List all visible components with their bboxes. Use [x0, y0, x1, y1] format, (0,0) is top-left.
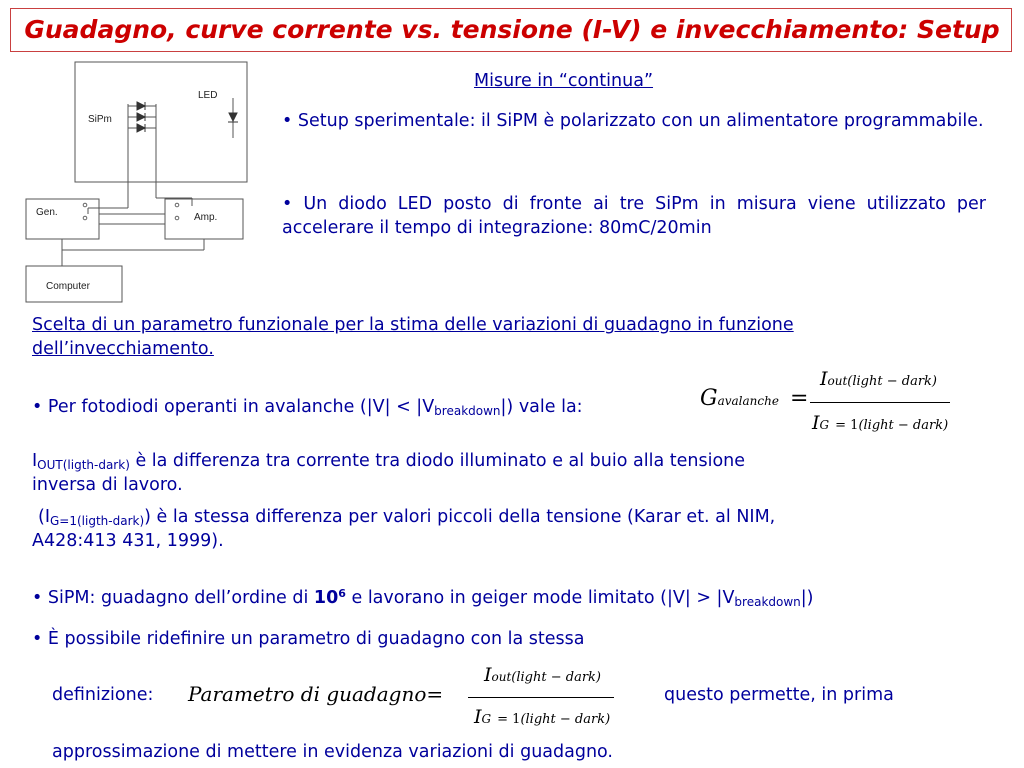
diode-1-icon	[137, 102, 145, 110]
permette-text: questo permette, in prima	[664, 685, 894, 705]
definizione-label: definizione:	[52, 685, 154, 705]
approssimazione-text: approssimazione di mettere in evidenza variazioni di guadagno.	[52, 742, 613, 762]
iout-description: $I_{OUT(ligth-dark)}$ è la differenza tra corrente tra diodo illuminato e al buio alla tensione inversa di lavoro.	[32, 451, 746, 495]
formula-parameter-gain: Parametro di guadagno= Iout(light − dark) IG = 1(light − dark)	[188, 664, 628, 734]
page-title: Guadagno, curve corrente vs. tensione (I-V) e invecchiamento: Setup	[24, 15, 1000, 44]
ig-description: $(I_{G=1(ligth-dark)})$ è la stessa differenza per valori piccoli della tensione (Karar et. al NIM, A428:413 431, 1999).	[32, 507, 776, 551]
section-heading: Scelta di un parametro funzionale per la stima delle variazioni di guadagno in funzione dell’invecchiamento.	[32, 315, 794, 359]
bullet-text: Setup sperimentale: il SiPM è polarizzato con un alimentatore programmabile.	[297, 111, 984, 131]
setup-diagram	[22, 58, 250, 304]
bullet-text: Un diodo LED posto di fronte ai tre SiPm in misura viene utilizzato per accelerare il tempo di integrazione: 80mC/20min	[282, 194, 986, 238]
diode-2-icon	[137, 113, 145, 121]
formula-gain-avalanche: Gavalanche = Iout(light − dark) IG = 1(light − dark)	[700, 368, 949, 434]
gen-label: Gen.	[36, 207, 58, 218]
led-diode-icon	[229, 113, 237, 121]
avalanche-line: • Per fotodiodi operanti in avalanche $(|V| < |V_{breakdown}|)$ vale la:	[32, 397, 583, 418]
bullet-marker: •	[282, 194, 293, 214]
amp-label: Amp.	[194, 212, 218, 223]
computer-label: Computer	[46, 281, 90, 292]
sipm-label: SiPm	[88, 114, 112, 125]
bullet-marker: •	[282, 111, 293, 131]
bullet-led	[282, 192, 986, 240]
bullet-setup	[282, 109, 986, 133]
redefine-line: • È possibile ridefinire un parametro di guadagno con la stessa	[32, 629, 585, 649]
diode-3-icon	[137, 124, 145, 132]
sipm-gain-line: • SiPM: guadagno dell’ordine di $10^6$ e lavorano in geiger mode limitato $(|V| > |V_{breakdown}|)$	[32, 587, 814, 609]
gen-box	[26, 199, 99, 239]
subtitle: Misure in “continua”	[474, 71, 654, 91]
led-label: LED	[198, 90, 218, 101]
